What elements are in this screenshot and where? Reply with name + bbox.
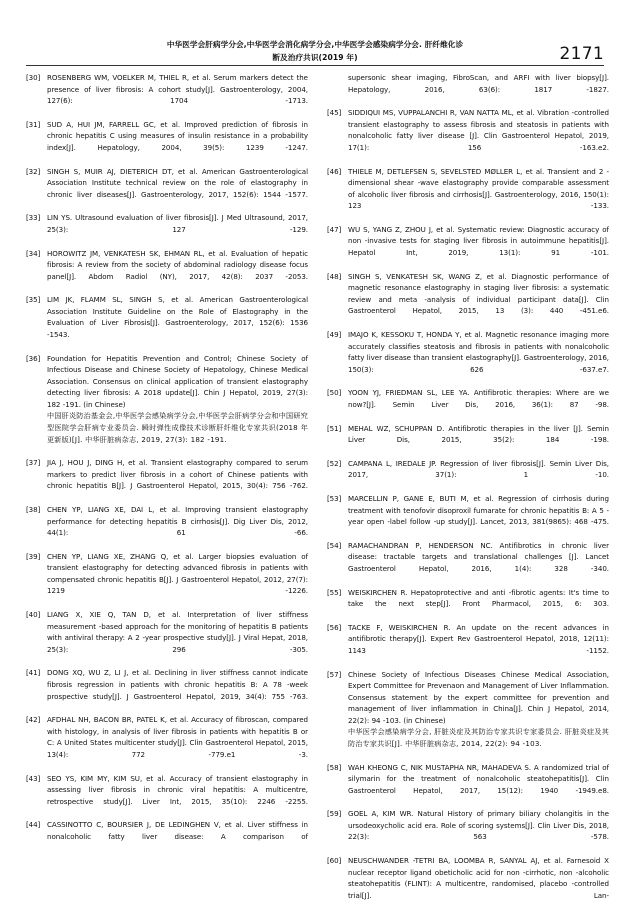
reference-number: [47] xyxy=(327,224,342,234)
reference-text: SUD A, HUI JM, FARRELL GC, et al. Improved prediction of fibrosis in chronic hepatitis C using measures of insulin resistance in a probability index[J]. Hepatology, 2004, 39(5): 1239 -1247. xyxy=(47,119,308,152)
reference-text: MARCELLIN P, GANE E, BUTI M, et al. Regression of cirrhosis during treatment with tenofovir disoproxil fumarate for chronic hepatitis B: A 5 -year open -label follow -up study[J]. Lancet, 2013, 381(9865): 468 -475. xyxy=(348,494,609,527)
running-head xyxy=(0,0,630,66)
reference-text: supersonic shear imaging, FibroScan, and ARFI with liver biopsy[J]. Hepatology, 2016, 63(6): 1817 -1827. xyxy=(348,73,609,94)
reference-text: IMAJO K, KESSOKU T, HONDA Y, et al. Magnetic resonance imaging more accurately classifies steatosis and fibrosis in patients with nonalcoholic fatty liver disease than transient elastography[J]. Gastroenterology, 2016, 150(3): 626 -637.e7. xyxy=(348,330,609,374)
reference-number: [45] xyxy=(327,108,342,118)
reference-number: [42] xyxy=(26,715,41,725)
reference-number: [49] xyxy=(327,330,342,339)
reference-number: [57] xyxy=(327,669,342,679)
reference-number: [30] xyxy=(26,73,41,82)
reference-number: [35] xyxy=(26,295,41,305)
left-column xyxy=(26,72,308,913)
reference-entry xyxy=(26,119,308,165)
reference-text: JIA J, HOU J, DING H, et al. Transient elastography compared to serum markers to predict liver fibrosis in a cohort of Chinese patients with chronic hepatitis B[J]. J Gastroenterol Hepatol, 2015, 30(4): 756 -762. xyxy=(47,458,308,491)
reference-number: [58] xyxy=(327,762,342,772)
reference-text: NEUSCHWANDER -TETRI BA, LOOMBA R, SANYAL AJ, et al. Farnesoid X nuclear receptor ligand obeticholic acid for non -cirrhotic, non -alcoholic steatohepatitis (FLINT): A multicentre, randomised, placebo -controlled trial[J]. Lan- xyxy=(348,856,609,900)
reference-entry xyxy=(327,762,609,808)
reference-entry xyxy=(327,107,609,165)
page-number: 2171 xyxy=(559,44,604,64)
reference-entry xyxy=(327,329,609,387)
reference-number: [59] xyxy=(327,809,342,819)
reference-columns xyxy=(0,66,630,913)
reference-entry xyxy=(327,72,609,107)
reference-text: THIELE M, DETLEFSEN S, SEVELSTED MØLLER L, et al. Transient and 2 -dimensional shear -wave elastography provide comparable assessment of alcoholic liver fibrosis and cirrhosis[J]. Gastroenterology, 2016, 150(1): 123 -133. xyxy=(348,166,609,211)
reference-text-chinese: 中华医学会感染病学分会, 肝脏炎症及其防治专家共识专家委员会. 肝脏炎症及其防治专家共识[J]. 中华肝脏病杂志, 2014, 22(2): 94 -103. xyxy=(348,727,609,748)
reference-entry xyxy=(26,72,308,118)
reference-entry xyxy=(327,271,609,329)
reference-text: LIN YS. Ultrasound evaluation of liver fibrosis[J]. J Med Ultrasound, 2017, 25(3): 127 -129. xyxy=(47,213,308,234)
reference-number: [56] xyxy=(327,622,342,632)
reference-number: [48] xyxy=(327,271,342,281)
reference-entry xyxy=(26,714,308,772)
reference-number: [41] xyxy=(26,668,41,678)
reference-text-chinese: 中国肝炎防治基金会,中华医学会感染病学分会,中华医学会肝病学分会和中国研究型医院学会肝病专业委员会. 瞬时弹性成像技术诊断肝纤维化专家共识(2018 年更新版)[J]. 中华肝脏病杂志, 2019, 27(3): 182 -191. xyxy=(47,411,308,444)
reference-entry xyxy=(327,423,609,458)
reference-number: [43] xyxy=(26,773,41,783)
reference-number: [40] xyxy=(26,610,41,620)
reference-entry xyxy=(327,387,609,422)
reference-text: YOON YJ, FRIEDMAN SL, LEE YA. Antifibrotic therapies: Where are we now?[J]. Semin Liver Dis, 2016, 36(1): 87 -98. xyxy=(348,388,609,409)
reference-number: [33] xyxy=(26,213,41,223)
reference-text: ROSENBERG WM, VOELKER M, THIEL R, et al. Serum markers detect the presence of liver fibrosis: A cohort study[J]. Gastroenterology, 2004, 127(6): 1704 -1713. xyxy=(47,73,308,106)
reference-entry xyxy=(327,855,609,913)
reference-text: SEO YS, KIM MY, KIM SU, et al. Accuracy of transient elastography in assessing liver fibrosis in chronic viral hepatitis: A multicentre, retrospective study[J]. Liver Int, 2015, 35(10): 2246 -2255. xyxy=(47,773,308,806)
reference-text: AFDHAL NH, BACON BR, PATEL K, et al. Accuracy of fibroscan, compared with histology, in analysis of liver fibrosis in patients with hepatitis B or C: A United States multicenter study[J]. Clin Gastroenterol Hepatol, 2015, 13(4): 772 -779.e1 -3. xyxy=(47,715,308,759)
reference-text: LIANG X, XIE Q, TAN D, et al. Interpretation of liver stiffness measurement -based approach for the monitoring of hepatitis B patients with antiviral therapy: A 2 -year prospective study[J]. J Viral Hepat, 2018, 25(3): 296 -305. xyxy=(47,610,308,654)
reference-entry xyxy=(26,212,308,247)
reference-entry xyxy=(327,622,609,668)
reference-number: [55] xyxy=(327,587,342,597)
reference-entry xyxy=(327,166,609,224)
reference-number: [36] xyxy=(26,353,41,363)
reference-number: [54] xyxy=(327,540,342,550)
reference-number: [51] xyxy=(327,423,342,433)
reference-entry xyxy=(26,819,308,854)
running-head-title-line1: 中华医学会肝病学分会,中华医学会消化病学分会,中华医学会感染病学分会. 肝纤维化诊 xyxy=(166,40,464,50)
reference-text: SINGH S, VENKATESH SK, WANG Z, et al. Diagnostic performance of magnetic resonance elastography in staging liver fibrosis: a systematic review and meta -analysis of individual participant data[J]. Clin Gastroenterol Hepatol, 2015, 13 (3): 440 -451.e6. xyxy=(348,271,609,316)
reference-text: CHEN YP, LIANG XE, DAI L, et al. Improving transient elastography performance for detecting hepatitis B cirrhosis[J]. Dig Liver Dis, 2012, 44(1): 61 -66. xyxy=(47,504,308,538)
reference-text: WEISKIRCHEN R. Hepatoprotective and anti -fibrotic agents: It's time to take the next step[J]. Front Pharmacol, 2015, 6: 303. xyxy=(348,587,609,609)
reference-number: [50] xyxy=(327,388,342,398)
reference-entry xyxy=(26,504,308,550)
reference-text: RAMACHANDRAN P, HENDERSON NC. Antifibrotics in chronic liver disease: tractable targets and translational challenges [J]. Lancet Gastroenterol Hepatol, 2016, 1(4): 328 -340. xyxy=(348,540,609,573)
reference-number: [38] xyxy=(26,504,41,514)
reference-text: SINGH S, MUIR AJ, DIETERICH DT, et al. American Gastroenterological Association Institute technical review on the role of elastography in chronic liver diseases[J]. Gastroenterology, 2017, 152(6): 1544 -1577. xyxy=(47,166,308,199)
reference-text: Chinese Society of Infectious Diseases Chinese Medical Association, Expert Committee for Prevenaon and Management of Liver Inflammation. Consensus statement by the expert committee for prevention and management of liver inflammation in China[J]. Chin J Hepatol, 2014, 22(2): 94 -103. (in Chinese) 中华医学会感染病学分会, 肝脏炎症及其防治专家共识专家委员会. 肝脏炎症及其防治专家共识[J]. 中华肝脏病杂志, 2014, 22(2): 94 -103. xyxy=(348,669,609,748)
reference-number: [37] xyxy=(26,458,41,468)
reference-number: [31] xyxy=(26,119,41,129)
reference-text: Foundation for Hepatitis Prevention and Control; Chinese Society of Infectious Disease and Chinese Society of Hepatology, Chinese Medical Association. Consensus on clinical application of transient elastography detecting liver fibrosis: A 2018 update[J]. Chin J Hepatol, 2019, 27(3): 182 -191. (in Chinese) 中国肝炎防治基金会,中华医学会感染病学分会,中华医学会肝病学分会和中国研究型医院学会肝病专业委员会. 瞬时弹性成像技术诊断肝纤维化专家共识(2018 年更新版)[J]. 中华肝脏病杂志, 2019, 27(3): 182 -191. xyxy=(47,353,308,444)
reference-number: [60] xyxy=(327,856,342,866)
reference-entry xyxy=(327,224,609,270)
reference-entry xyxy=(26,166,308,212)
reference-text: CASSINOTTO C, BOURSIER J, DE LEDINGHEN V, et al. Liver stiffness in nonalcoholic fatty liver disease: A comparison of xyxy=(47,820,308,841)
reference-entry xyxy=(327,669,609,761)
reference-text: HOROWITZ JM, VENKATESH SK, EHMAN RL, et al. Evaluation of hepatic fibrosis: A review from the society of abdominal radiology disease focus panel[J]. Abdom Radiol (NY), 2017, 42(8): 2037 -2053. xyxy=(47,248,308,281)
reference-text: GOEL A, KIM WR. Natural History of primary biliary cholangitis in the ursodeoxycholic acid era. Role of scoring systems[J]. Clin Liver Dis, 2018, 22(3): 563 -578. xyxy=(348,809,609,842)
reference-text: TACKE F, WEISKIRCHEN R. An update on the recent advances in antifibrotic therapy[J]. Expert Rev Gastroenterol Hepatol, 2018, 12(11): 1143 -1152. xyxy=(348,622,609,655)
reference-text: CHEN YP, LIANG XE, ZHANG Q, et al. Larger biopsies evaluation of transient elastography for detecting advanced fibrosis in patients with compensated chronic hepatitis B[J]. J Gastroenterol Hepatol, 2012, 27(7): 1219 -1226. xyxy=(47,551,308,596)
reference-text: MEHAL WZ, SCHUPPAN D. Antifibrotic therapies in the liver [J]. Semin Liver Dis, 2015, 35(2): 184 -198. xyxy=(348,423,609,445)
reference-entry xyxy=(327,458,609,493)
reference-entry xyxy=(26,667,308,713)
reference-text: CAMPANA L, IREDALE JP. Regression of liver fibrosis[J]. Semin Liver Dis, 2017, 37(1): 1 -10. xyxy=(348,458,609,480)
reference-text: SIDDIQUI MS, VUPPALANCHI R, VAN NATTA ML, et al. Vibration -controlled transient elastography to assess fibrosis and steatosis in patients with nonalcoholic fatty liver disease [J]. Clin Gastroenterol Hepatol, 2019, 17(1): 156 -163.e2. xyxy=(348,108,609,152)
reference-entry xyxy=(327,540,609,586)
reference-entry xyxy=(327,587,609,622)
reference-text: WAH KHEONG C, NIK MUSTAPHA NR, MAHADEVA S. A randomized trial of silymarin for the treatment of nonalcoholic steatohepatitis[J]. Clin Gastroenterol Hepatol, 2017, 15(12): 1940 -1949.e8. xyxy=(348,762,609,795)
reference-number: [32] xyxy=(26,166,41,176)
running-head-title-line2: 断及治疗共识(2019 年) xyxy=(272,52,358,62)
reference-entry xyxy=(26,773,308,819)
reference-entry xyxy=(327,808,609,854)
right-column xyxy=(327,72,609,913)
reference-entry xyxy=(26,551,308,609)
reference-text: WU S, YANG Z, ZHOU J, et al. Systematic review: Diagnostic accuracy of non -invasive tests for staging liver fibrosis in autoimmune hepatitis[J]. Hepatol Int, 2019, 13(1): 91 -101. xyxy=(348,224,609,257)
reference-entry xyxy=(26,609,308,667)
reference-number: [46] xyxy=(327,166,342,176)
header-rule xyxy=(26,65,604,66)
reference-entry xyxy=(26,248,308,294)
reference-number: [53] xyxy=(327,494,342,504)
reference-number: [52] xyxy=(327,458,342,468)
reference-entry xyxy=(26,294,308,352)
reference-entry xyxy=(26,353,308,457)
running-head-title xyxy=(167,39,463,66)
reference-number: [34] xyxy=(26,248,41,258)
reference-number: [44] xyxy=(26,820,41,830)
reference-entry xyxy=(327,493,609,539)
reference-entry xyxy=(26,457,308,503)
reference-text: LIM JK, FLAMM SL, SINGH S, et al. American Gastroenterological Association Institute Guideline on the Role of Elastography in the Evaluation of Liver Fibrosis[J]. Gastroenterology, 2017, 152(6): 1536 -1543. xyxy=(47,295,308,339)
reference-number: [39] xyxy=(26,551,41,561)
reference-text: DONG XQ, WU Z, LI J, et al. Declining in liver stiffness cannot indicate fibrosis regression in patients with chronic hepatitis B: A 78 -week prospective study[J]. J Gastroenterol Hepatol, 2019, 34(4): 755 -763. xyxy=(47,668,308,701)
